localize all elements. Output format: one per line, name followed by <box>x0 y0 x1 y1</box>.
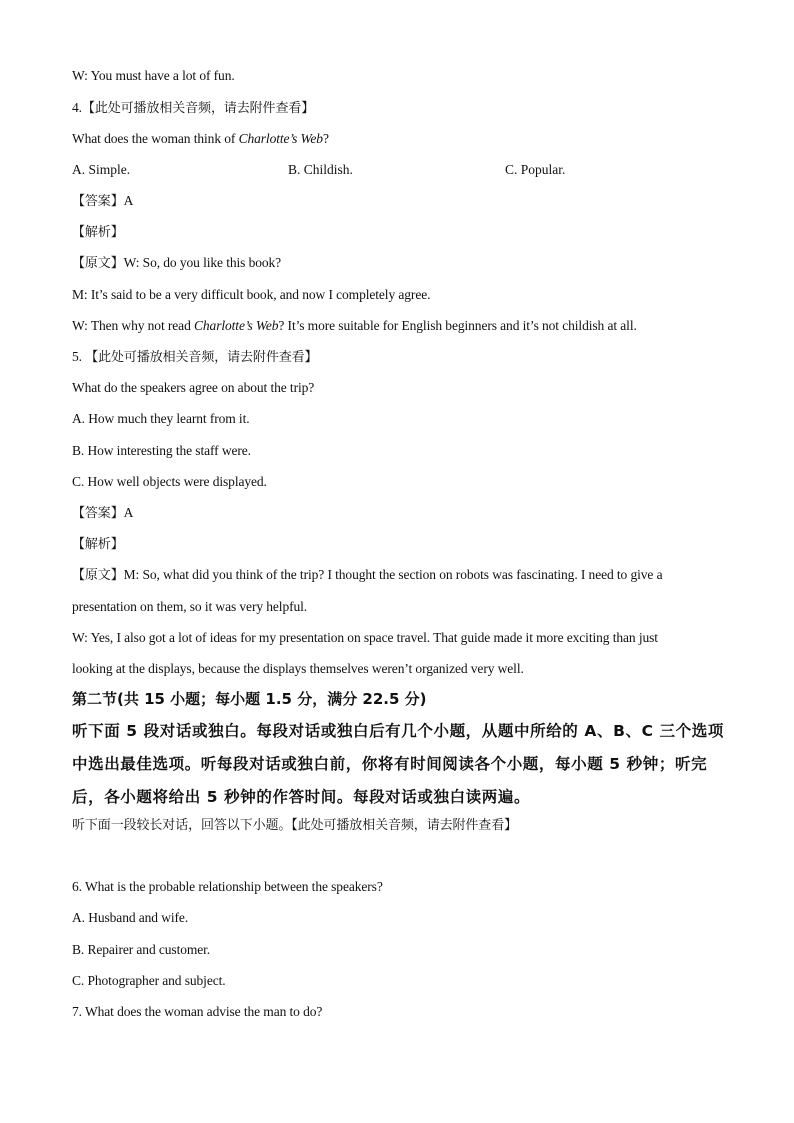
section-2-instruction-line-2: 中选出最佳选项。听每段对话或独白前，你将有时间阅读各个小题，每小题 5 秒钟；听完 <box>72 755 708 773</box>
question-6-text: 6. What is the probable relationship between the speakers? <box>72 879 383 894</box>
q4-option-a: A. Simple. <box>72 162 131 177</box>
answer-value: A <box>123 505 134 520</box>
q6-option-a: A. Husband and wife. <box>72 910 189 925</box>
q4-option-b: B. Childish. <box>288 162 353 177</box>
original-label: 【原文】 <box>72 256 124 271</box>
question-mark: ? <box>322 131 329 146</box>
dialogue-text: W: So, do you like this book? <box>123 255 282 270</box>
answer-value: A <box>123 193 134 208</box>
q5-option-a: A. How much they learnt from it. <box>72 411 250 426</box>
q6-option-b: B. Repairer and customer. <box>72 942 211 957</box>
dialogue-text: W: Then why not read <box>72 318 194 333</box>
question-number: 5. <box>72 349 82 364</box>
q5-original-line-4: looking at the displays, because the displays themselves weren’t organized very well. <box>72 661 524 676</box>
q4-analysis <box>72 223 124 242</box>
question-text: What does the woman think of <box>72 131 239 146</box>
question-5-header <box>72 348 317 367</box>
section-2-instruction-line-1: 听下面 5 段对话或独白。每段对话或独白后有几个小题，从题中所给的 A、B、C 三个选项 <box>72 722 724 740</box>
book-title: Charlotte’s Web <box>194 318 279 333</box>
dialogue-text: M: So, what did you think of the trip? I thought the section on robots was fascinating. I need to give a <box>123 567 663 582</box>
q4-option-c: C. Popular. <box>505 162 566 177</box>
q5-analysis <box>72 535 124 554</box>
question-7-text: 7. What does the woman advise the man to do? <box>72 1004 323 1019</box>
q6-option-c: C. Photographer and subject. <box>72 973 226 988</box>
section-2-title: 第二节(共 15 小题；每小题 1.5 分，满分 22.5 分) <box>72 690 427 708</box>
q5-option-b: B. How interesting the staff were. <box>72 443 251 458</box>
q5-answer <box>72 504 133 523</box>
q5-original-line-3: W: Yes, I also got a lot of ideas for my presentation on space travel. That guide made it more exciting than just <box>72 630 658 645</box>
q4-original-line-3 <box>72 317 637 335</box>
audio-link[interactable]: 【此处可播放相关音频，请去附件查看】 <box>81 101 315 116</box>
question-4-header <box>72 99 314 118</box>
answer-label: 【答案】 <box>72 506 124 521</box>
sub-instruction: 听下面一段较长对话，回答以下小题。【此处可播放相关音频，请去附件查看】 <box>72 818 518 833</box>
q5-option-c: C. How well objects were displayed. <box>72 474 267 489</box>
q4-answer <box>72 192 133 211</box>
q5-original-line-2: presentation on them, so it was very helpful. <box>72 599 308 614</box>
q4-original-line-2: M: It’s said to be a very difficult book, and now I completely agree. <box>72 287 431 302</box>
analysis-label: 【解析】 <box>72 225 124 240</box>
dialogue-text: ? It’s more suitable for English beginners and it’s not childish at all. <box>278 318 637 333</box>
section-2-instruction-line-3: 后，各小题将给出 5 秒钟的作答时间。每段对话或独白读两遍。 <box>72 788 531 806</box>
analysis-label: 【解析】 <box>72 537 124 552</box>
dialogue-line-w-fun: W: You must have a lot of fun. <box>72 68 235 83</box>
q4-original-line-1 <box>72 254 281 273</box>
book-title: Charlotte’s Web <box>238 131 323 146</box>
question-4-text <box>72 130 329 148</box>
original-label: 【原文】 <box>72 568 124 583</box>
question-number: 4. <box>72 100 82 115</box>
question-5-text: What do the speakers agree on about the trip? <box>72 380 315 395</box>
q5-original-line-1 <box>72 566 663 585</box>
answer-label: 【答案】 <box>72 194 124 209</box>
audio-link[interactable]: 【此处可播放相关音频，请去附件查看】 <box>85 350 318 365</box>
